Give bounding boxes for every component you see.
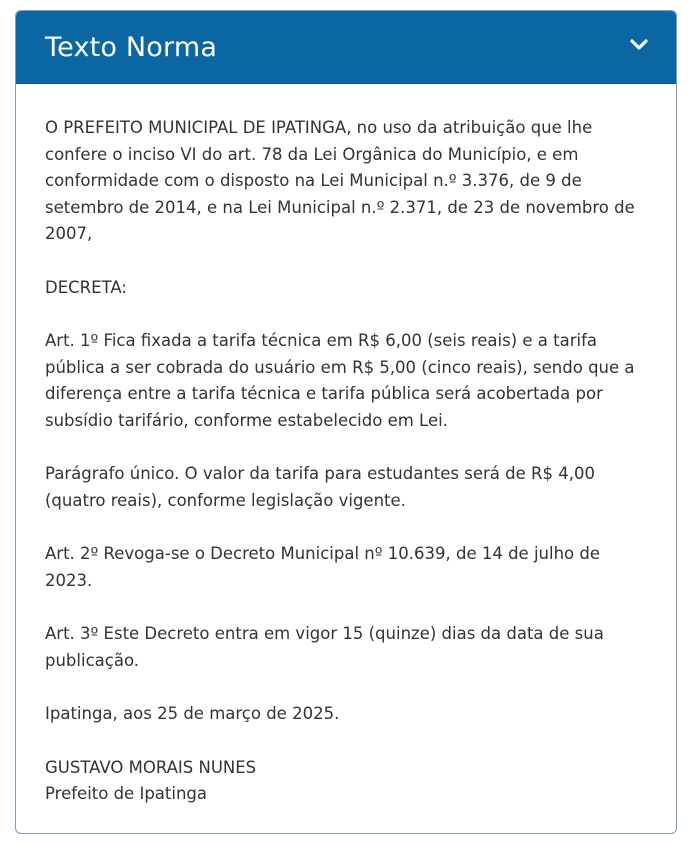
panel-body (16, 84, 676, 808)
signatario-cargo: Prefeito de Ipatinga (45, 784, 208, 803)
signatario-nome: GUSTAVO MORAIS NUNES (45, 757, 257, 777)
panel-header[interactable] (16, 11, 676, 84)
article-1-text: Art. 1º Fica fixada a tarifa técnica em R$ 6,00 (seis reais) e a tarifa pública a ser cobrada do usuário em R$ 5,00 (cinco reais), sendo que a diferença entre a tarifa técnica e tarifa pública será acobertada por subsídio tarifário, conforme estabelecido em Lei. (45, 331, 635, 430)
chevron-down-icon[interactable] (629, 38, 649, 52)
decreta-text: DECRETA: (45, 277, 127, 297)
article-3-text: Art. 3º Este Decreto entra em vigor 15 (quinze) dias da data de sua publicação. (45, 624, 604, 670)
panel-title: Texto Norma (45, 31, 218, 63)
paragrafo-unico-text: Parágrafo único. O valor da tarifa para estudantes será de R$ 4,00 (quatro reais), conforme legislação vigente. (45, 464, 595, 510)
article-2-text: Art. 2º Revoga-se o Decreto Municipal nº 10.639, de 14 de julho de 2023. (45, 544, 600, 590)
local-data-text: Ipatinga, aos 25 de março de 2025. (45, 704, 340, 723)
preambulo-text: O PREFEITO MUNICIPAL DE IPATINGA, no uso da atribuição que lhe confere o inciso VI do art. 78 da Lei Orgânica do Município, e em conformidade com o disposto na Lei Municipal n.º 3.376, de 9 de setembro de 2014, e na Lei Municipal n.º 2.371, de 23 de novembro de 2007, (45, 118, 635, 243)
texto-norma-panel (15, 10, 677, 834)
